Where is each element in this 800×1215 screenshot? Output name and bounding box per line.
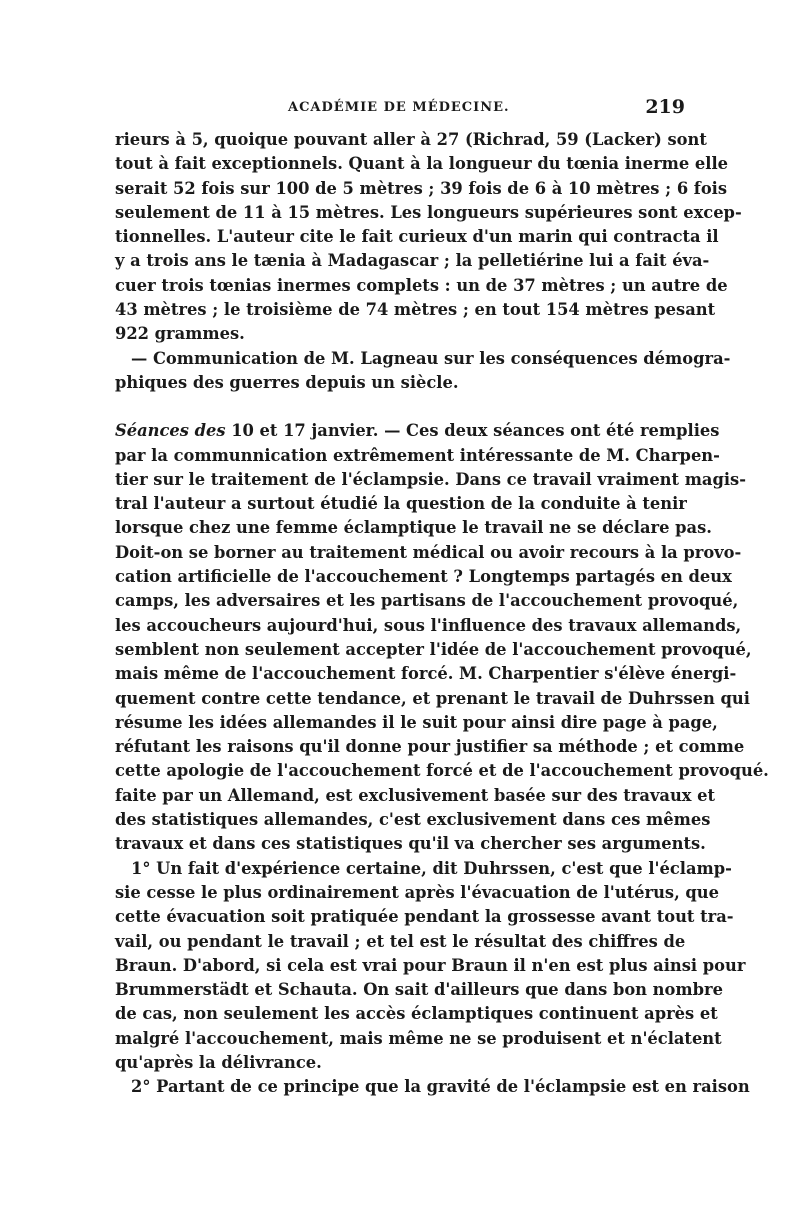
- page-number: 219: [645, 96, 685, 118]
- text-line: vail, ou pendant le travail ; et tel est le résultat des chiffres de: [115, 931, 686, 951]
- text-line: quement contre cette tendance, et prenant le travail de Duhrssen qui: [115, 688, 750, 708]
- text-line: résume les idées allemandes il le suit pour ainsi dire page à page,: [115, 712, 718, 732]
- text-line: malgré l'accouchement, mais même ne se produisent et n'éclatent: [115, 1028, 722, 1048]
- text-line: cuer trois tœnias inermes complets : un de 37 mètres ; un autre de: [115, 275, 728, 295]
- text-line: sie cesse le plus ordinairement après l'évacuation de l'utérus, que: [115, 882, 719, 902]
- text-line: par la communnication extrêmement intéressante de M. Charpen-: [115, 445, 720, 465]
- text-line: Doit-on se borner au traitement médical ou avoir recours à la provo-: [115, 542, 742, 562]
- text-line: lorsque chez une femme éclamptique le travail ne se déclare pas.: [115, 518, 712, 538]
- text-line: [115, 419, 720, 443]
- paragraph-point-one: [115, 857, 746, 1076]
- book-page: [115, 96, 769, 1100]
- text-line: seulement de 11 à 15 mètres. Les longueurs supérieures sont excep-: [115, 202, 742, 222]
- text-line: — Communication de M. Lagneau sur les conséquences démogra-: [131, 348, 731, 368]
- paragraph-lagneau: [115, 347, 731, 396]
- text-line: tral l'auteur a surtout étudié la question de la conduite à tenir: [115, 494, 687, 514]
- text-line: phiques des guerres depuis un siècle.: [115, 372, 459, 392]
- text-line: tout à fait exceptionnels. Quant à la longueur du tœnia inerme elle: [115, 154, 729, 174]
- text-line: cette apologie de l'accouchement forcé et de l'accouchement provoqué.: [115, 761, 769, 781]
- text-line: qu'après la délivrance.: [115, 1052, 322, 1072]
- text-line: réfutant les raisons qu'il donne pour justifier sa méthode ; et comme: [115, 737, 745, 757]
- text-line-content: 10 et 17 janvier. — Ces deux séances ont été remplies: [225, 421, 720, 441]
- text-line: les accoucheurs aujourd'hui, sous l'influence des travaux allemands,: [115, 615, 742, 635]
- text-line: des statistiques allemandes, c'est exclusivement dans ces mêmes: [115, 810, 711, 830]
- text-line: serait 52 fois sur 100 de 5 mètres ; 39 fois de 6 à 10 mètres ; 6 fois: [115, 178, 728, 198]
- section-heading: Séances des: [115, 421, 226, 441]
- paragraph-seances: [115, 419, 769, 856]
- running-head: [115, 96, 685, 126]
- text-line: travaux et dans ces statistiques qu'il va chercher ses arguments.: [115, 834, 706, 854]
- text-line: camps, les adversaires et les partisans de l'accouchement provoqué,: [115, 591, 739, 611]
- text-line: Braun. D'abord, si cela est vrai pour Braun il n'en est plus ainsi pour: [115, 955, 746, 975]
- text-line: Brummerstädt et Schauta. On sait d'ailleurs que dans bon nombre: [115, 980, 723, 1000]
- section-gap: [115, 395, 685, 419]
- text-line: cation artificielle de l'accouchement ? Longtemps partagés en deux: [115, 567, 732, 587]
- text-line: faite par un Allemand, est exclusivement basée sur des travaux et: [115, 785, 716, 805]
- paragraph-point-two: [115, 1075, 750, 1099]
- text-line: 1° Un fait d'expérience certaine, dit Duhrssen, c'est que l'éclamp-: [131, 858, 732, 878]
- text-line: de cas, non seulement les accès éclamptiques continuent après et: [115, 1004, 718, 1024]
- paragraph-taenia: [115, 128, 742, 347]
- text-line: mais même de l'accouchement forcé. M. Charpentier s'élève énergi-: [115, 664, 737, 684]
- text-line: semblent non seulement accepter l'idée de l'accouchement provoqué,: [115, 639, 752, 659]
- text-line: 43 mètres ; le troisième de 74 mètres ; en tout 154 mètres pesant: [115, 300, 716, 320]
- text-line: tionnelles. L'auteur cite le fait curieux d'un marin qui contracta il: [115, 227, 719, 247]
- text-line: y a trois ans le tænia à Madagascar ; la pelletiérine lui a fait éva-: [115, 251, 710, 271]
- text-line: cette évacuation soit pratiquée pendant la grossesse avant tout tra-: [115, 907, 734, 927]
- text-line: rieurs à 5, quoique pouvant aller à 27 (Richrad, 59 (Lacker) sont: [115, 130, 707, 149]
- header-title: ACADÉMIE DE MÉDECINE.: [288, 100, 510, 115]
- text-line: 922 grammes.: [115, 324, 245, 344]
- text-line: tier sur le traitement de l'éclampsie. Dans ce travail vraiment magis-: [115, 469, 746, 489]
- text-line: 2° Partant de ce principe que la gravité de l'éclampsie est en raison: [131, 1077, 750, 1097]
